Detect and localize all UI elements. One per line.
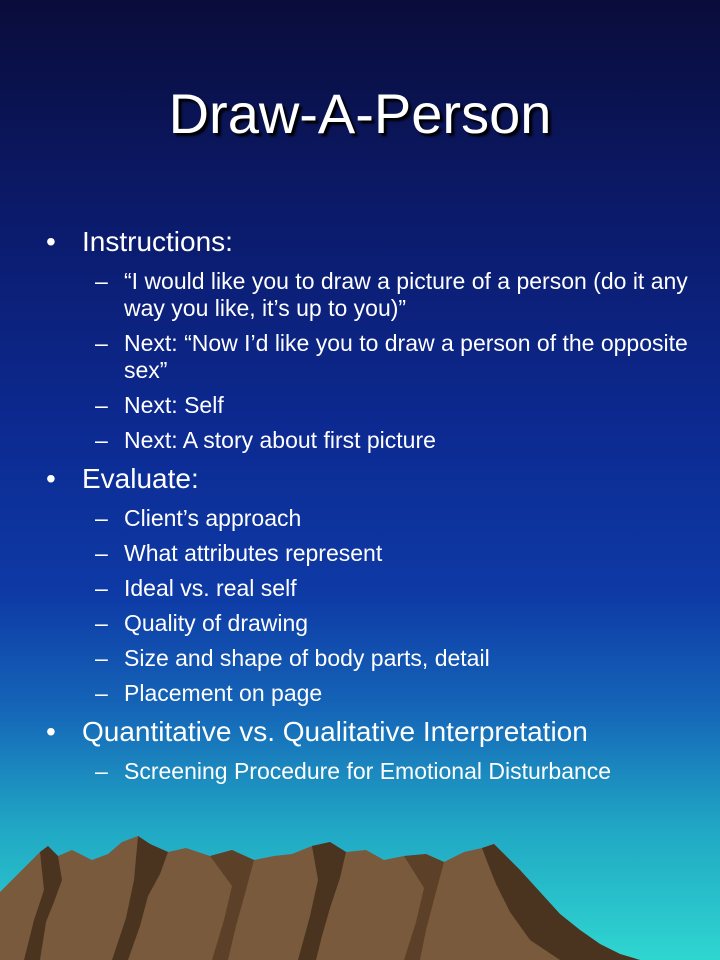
dash-icon: – <box>95 680 108 706</box>
dash-icon: – <box>95 540 108 566</box>
dash-icon: – <box>95 427 108 453</box>
sub-bullet-text: “I would like you to draw a picture of a person (do it any way you like, it’s up to you)” <box>124 268 688 321</box>
sub-bullet-text: Client’s approach <box>124 505 302 531</box>
slide-title: Draw-A-Person <box>168 82 552 145</box>
sub-bullet <box>0 505 720 532</box>
sub-bullet <box>0 268 720 322</box>
sub-bullet <box>0 392 720 419</box>
bullet-interpretation <box>0 716 720 748</box>
sub-bullet-text: Quality of drawing <box>124 610 309 636</box>
sub-bullet-text: Next: A story about first picture <box>124 427 436 453</box>
bullet-evaluate <box>0 463 720 495</box>
sub-bullet-text: What attributes represent <box>124 540 383 566</box>
dash-icon: – <box>95 268 108 294</box>
sub-bullet <box>0 610 720 637</box>
dash-icon: – <box>95 575 108 601</box>
slide-body <box>0 226 720 793</box>
sub-bullet-text: Size and shape of body parts, detail <box>124 645 490 671</box>
mountain-range-image <box>0 830 720 960</box>
sub-bullet-text: Screening Procedure for Emotional Disturbance <box>124 758 612 784</box>
sub-bullet <box>0 330 720 384</box>
bullet-text: Instructions: <box>82 226 233 257</box>
dash-icon: – <box>95 330 108 356</box>
sub-bullet-text: Ideal vs. real self <box>124 575 297 601</box>
dash-icon: – <box>95 505 108 531</box>
dash-icon: – <box>95 610 108 636</box>
dash-icon: – <box>95 645 108 671</box>
bullet-icon: • <box>46 716 56 747</box>
dash-icon: – <box>95 758 108 784</box>
bullet-text: Evaluate: <box>82 463 199 494</box>
sub-bullet <box>0 427 720 454</box>
sub-bullet-text: Next: Self <box>124 392 224 418</box>
sub-bullet-text: Next: “Now I’d like you to draw a person of the opposite sex” <box>124 330 688 383</box>
bullet-icon: • <box>46 463 56 494</box>
bullet-instructions <box>0 226 720 258</box>
bullet-icon: • <box>46 226 56 257</box>
bullet-text: Quantitative vs. Qualitative Interpretation <box>82 716 588 747</box>
dash-icon: – <box>95 392 108 418</box>
sub-bullet <box>0 758 720 785</box>
sub-bullet <box>0 645 720 672</box>
sub-bullet <box>0 540 720 567</box>
sub-bullet <box>0 680 720 707</box>
sub-bullet <box>0 575 720 602</box>
sub-bullet-text: Placement on page <box>124 680 323 706</box>
